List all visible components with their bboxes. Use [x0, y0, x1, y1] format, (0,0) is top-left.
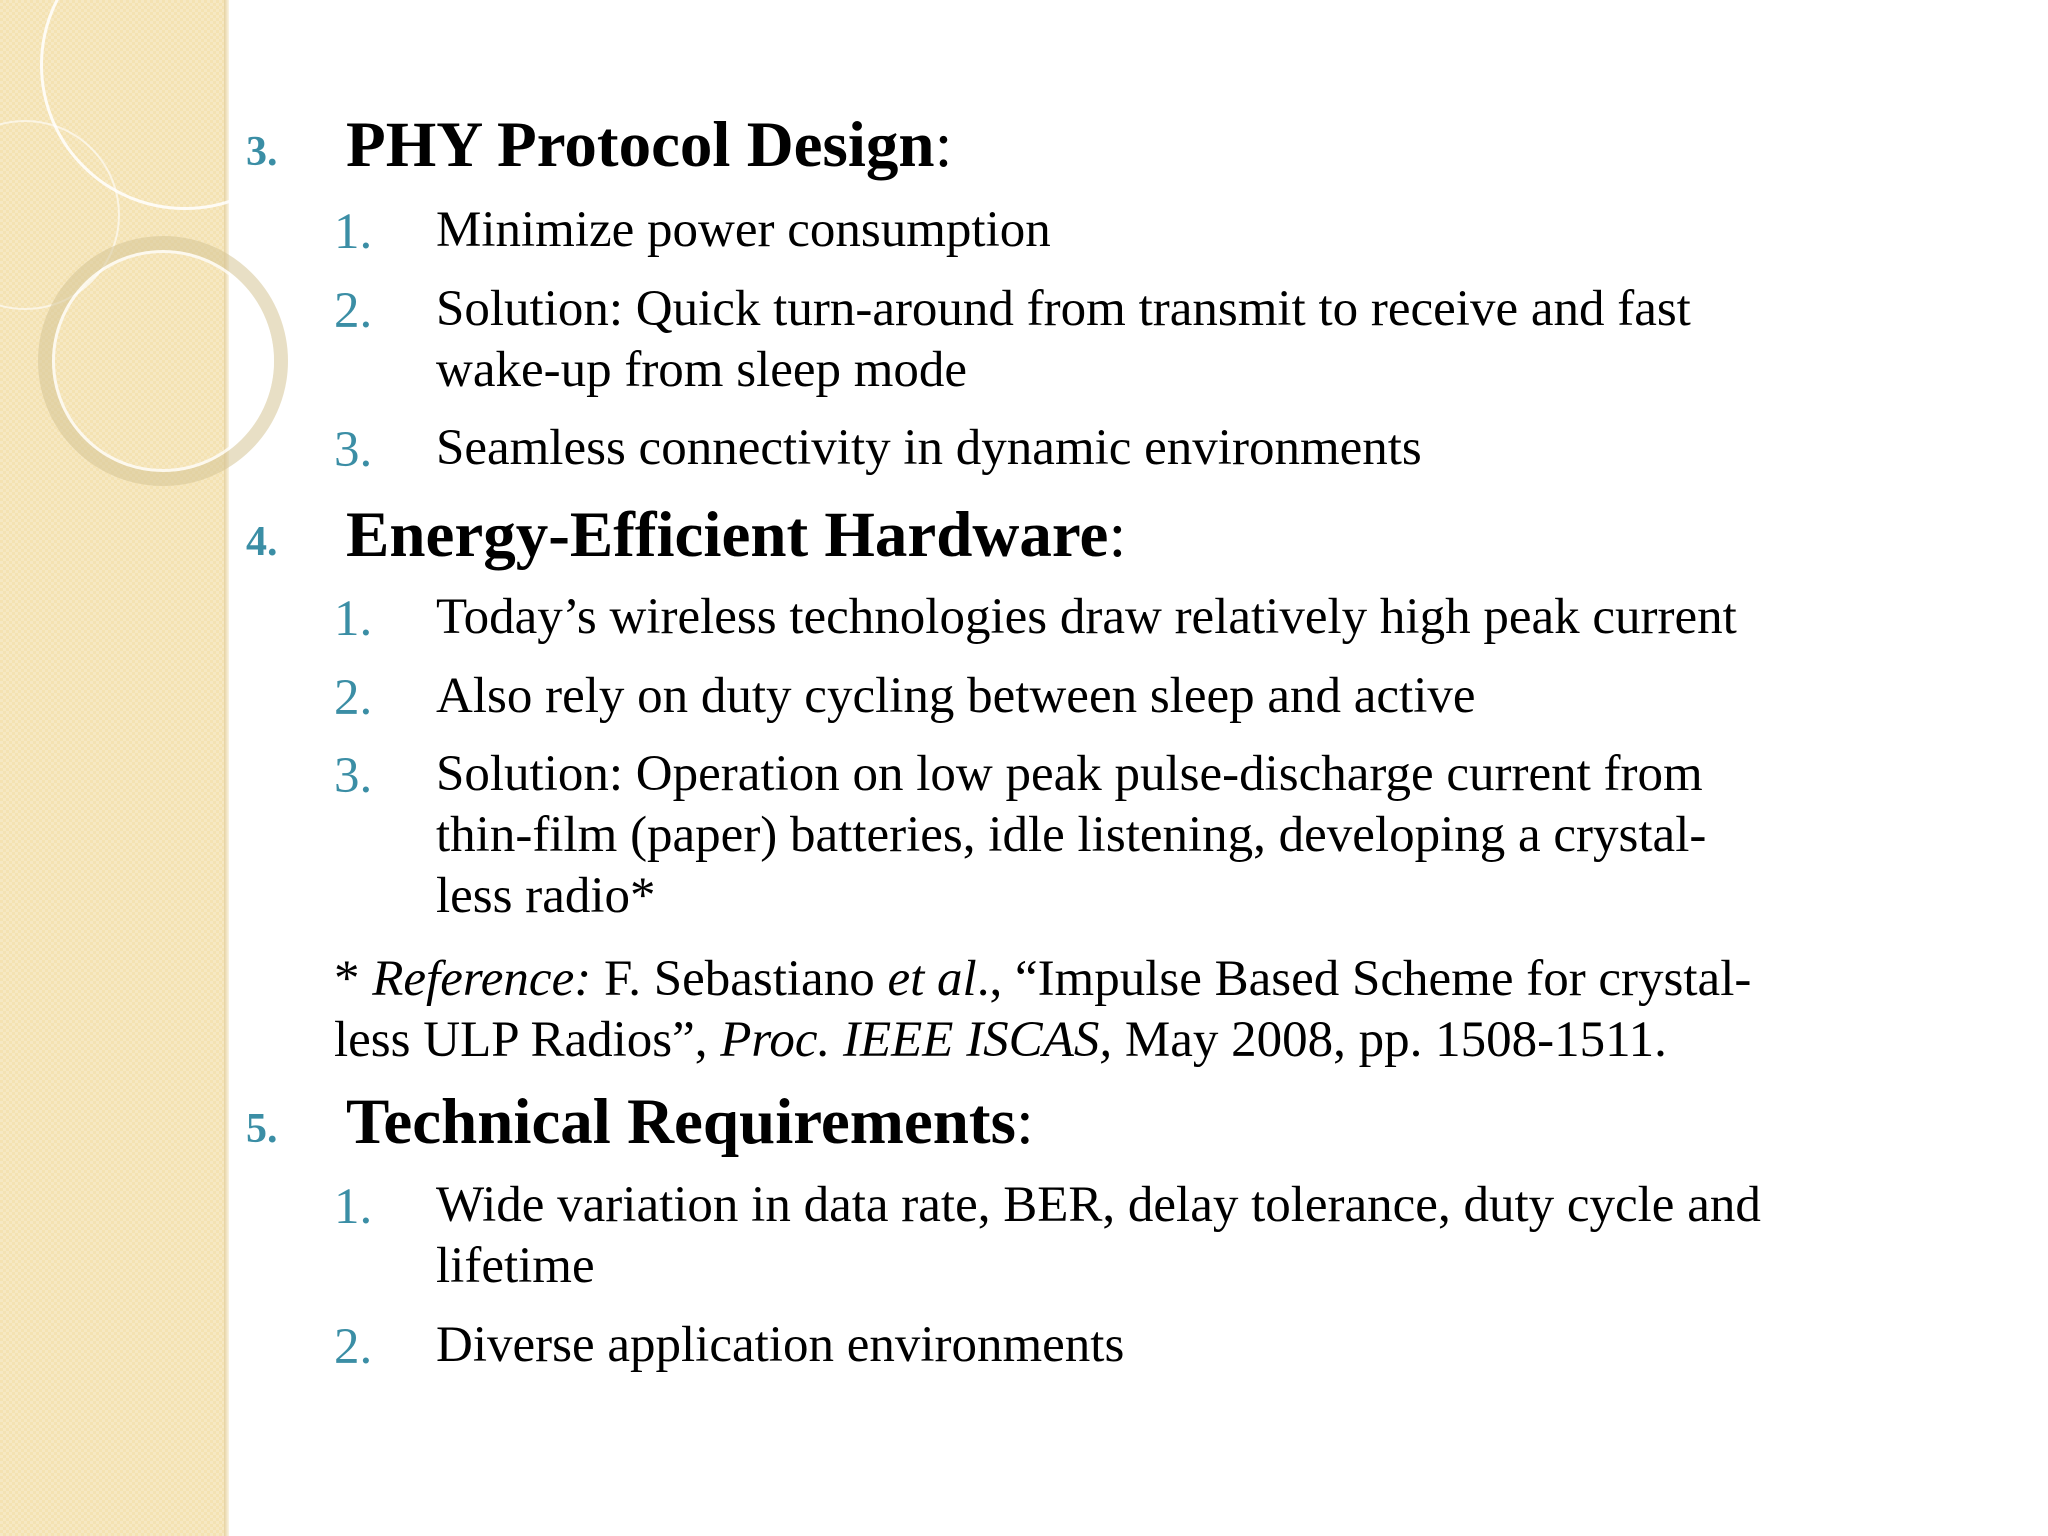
item-number: 2. — [334, 283, 373, 339]
section-title: Energy-Efficient Hardware — [346, 499, 1109, 571]
item-number: 1. — [334, 591, 373, 647]
list-item: Solution: Operation on low peak pulse-discharge current from — [436, 746, 1703, 802]
item-number: 3. — [334, 422, 373, 478]
section-heading: PHY Protocol Design: — [346, 109, 953, 181]
list-item: Diverse application environments — [436, 1317, 1125, 1373]
reference-note: * Reference: F. Sebastiano et al., “Impulse Based Scheme for crystal- — [334, 951, 1752, 1007]
section-heading: Energy-Efficient Hardware: — [346, 499, 1127, 571]
list-item-continuation: less radio* — [436, 868, 656, 924]
list-item: Wide variation in data rate, BER, delay tolerance, duty cycle and — [436, 1177, 1761, 1233]
list-item: Also rely on duty cycling between sleep and active — [436, 668, 1476, 724]
list-item-continuation: lifetime — [436, 1238, 595, 1294]
section-title: Technical Requirements — [346, 1086, 1016, 1158]
item-number: 3. — [334, 748, 373, 804]
list-item: Solution: Quick turn-around from transmit to receive and fast — [436, 281, 1691, 337]
list-item: Minimize power consumption — [436, 202, 1051, 258]
list-item: Seamless connectivity in dynamic environments — [436, 420, 1422, 476]
item-number: 2. — [334, 1319, 373, 1375]
section-heading: Technical Requirements: — [346, 1086, 1034, 1158]
list-item-continuation: wake-up from sleep mode — [436, 342, 968, 398]
list-item: Today’s wireless technologies draw relatively high peak current — [436, 589, 1737, 645]
section-number: 3. — [246, 129, 278, 175]
list-item-continuation: thin-film (paper) batteries, idle listening, developing a crystal- — [436, 807, 1707, 863]
item-number: 2. — [334, 670, 373, 726]
reference-note-continuation: less ULP Radios”, Proc. IEEE ISCAS, May 2008, pp. 1508-1511. — [334, 1012, 1667, 1068]
section-number: 4. — [246, 519, 278, 565]
section-title: PHY Protocol Design — [346, 109, 935, 181]
item-number: 1. — [334, 204, 373, 260]
section-number: 5. — [246, 1106, 278, 1152]
item-number: 1. — [334, 1179, 373, 1235]
